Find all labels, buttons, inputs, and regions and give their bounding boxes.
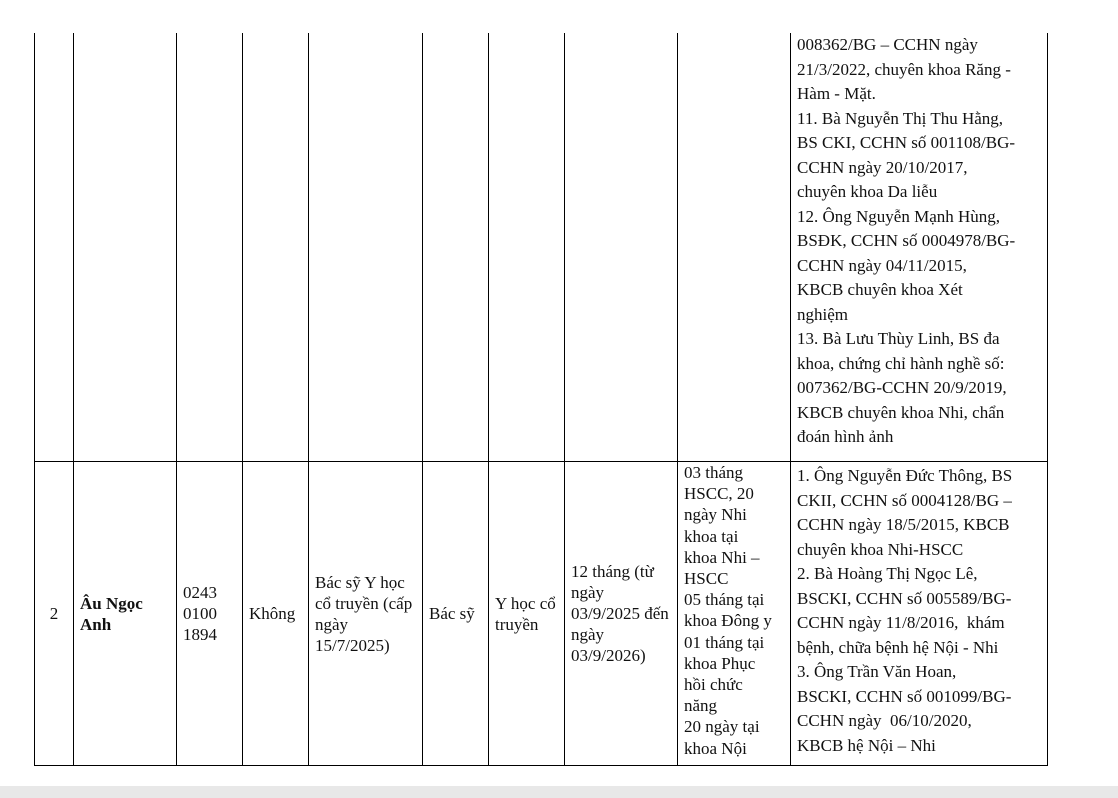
- phone-line: 0243: [183, 583, 217, 602]
- staff-line: KBCB hệ Nội – Nhi: [797, 735, 936, 755]
- training-line: HSCC, 20: [684, 484, 754, 504]
- staff-line: khoa, chứng chỉ hành nghề số:: [797, 353, 1005, 373]
- stt-cell: 2: [35, 462, 74, 766]
- table-row: [35, 462, 1048, 766]
- staff-line: 13. Bà Lưu Thùy Linh, BS đa: [797, 329, 1000, 348]
- staff-line: BS CKI, CCHN số 001108/BG-: [797, 133, 1016, 152]
- staff-line: 3. Ông Trần Văn Hoan,: [797, 662, 957, 681]
- training-line: 05 tháng tại: [684, 590, 765, 610]
- staff-line: CCHN ngày 04/11/2015,: [797, 255, 967, 275]
- staff-line: 2. Bà Hoàng Thị Ngọc Lê,: [797, 564, 978, 583]
- staff-line: CCHN ngày 18/5/2015, KBCB: [797, 515, 1010, 534]
- staff-line: 11. Bà Nguyễn Thị Thu Hằng,: [797, 108, 1004, 128]
- registration-table: [34, 33, 1048, 766]
- training-line: khoa Nhi –: [684, 547, 760, 567]
- training-line: 01 tháng tại: [684, 632, 765, 652]
- degree-cell: [309, 33, 423, 462]
- staff-line: Hàm - Mặt.: [797, 84, 876, 103]
- staff-line: đoán hình ảnh: [797, 427, 894, 446]
- staff-line: 21/3/2022, chuyên khoa Răng -: [797, 59, 1011, 79]
- table-row-continued: [35, 33, 1048, 462]
- training-line: 03 tháng: [684, 463, 744, 482]
- degree-cell: Bác sỹ Y học cổ truyền (cấp ngày 15/7/2025): [309, 462, 423, 766]
- training-line: khoa Phục: [684, 653, 756, 673]
- staff-line: chuyên khoa Nhi-HSCC: [797, 539, 964, 559]
- name-cell: Âu Ngọc Anh: [74, 462, 177, 766]
- duration-cell: 12 tháng (từ ngày 03/9/2025 đến ngày 03/9/2026): [565, 462, 678, 766]
- training-cell: [678, 462, 791, 766]
- phone-line: 1894: [183, 625, 217, 644]
- phone-line: 0100: [183, 604, 217, 623]
- specialty-cell: [489, 33, 565, 462]
- status-cell: [243, 33, 309, 462]
- staff-line: 1. Ông Nguyễn Đức Thông, BS: [797, 466, 1013, 485]
- name-cell: [74, 33, 177, 462]
- specialty-cell: Y học cổ truyền: [489, 462, 565, 766]
- staff-line: 12. Ông Nguyễn Mạnh Hùng,: [797, 206, 1001, 226]
- staff-line: CKII, CCHN số 0004128/BG –: [797, 490, 1012, 510]
- supervising-staff-cell: [791, 462, 1048, 766]
- staff-line: 007362/BG-CCHN 20/9/2019,: [797, 378, 1007, 397]
- page-gap: [0, 786, 1118, 798]
- staff-line: CCHN ngày 11/8/2016, khám: [797, 613, 1005, 632]
- training-line: HSCC: [684, 569, 729, 589]
- training-line: năng: [684, 696, 718, 716]
- duration-cell: [565, 33, 678, 462]
- staff-line: BSĐK, CCHN số 0004978/BG-: [797, 231, 1016, 250]
- training-line: khoa Nội: [684, 738, 747, 758]
- staff-line: BSCKI, CCHN số 005589/BG-: [797, 588, 1012, 608]
- staff-line: chuyên khoa Da liễu: [797, 182, 938, 201]
- position-cell: [423, 33, 489, 462]
- stt-cell: [35, 33, 74, 462]
- training-line: khoa tại: [684, 526, 739, 546]
- training-line: 20 ngày tại: [684, 717, 760, 737]
- staff-line: CCHN ngày 20/10/2017,: [797, 157, 968, 177]
- staff-line: bệnh, chữa bệnh hệ Nội - Nhi: [797, 637, 999, 657]
- position-cell: Bác sỹ: [423, 462, 489, 766]
- staff-line: KBCB chuyên khoa Nhi, chẩn: [797, 402, 1005, 422]
- staff-line: nghiệm: [797, 304, 848, 324]
- supervising-staff-cell: [791, 33, 1048, 462]
- phone-cell: [177, 33, 243, 462]
- training-line: khoa Đông y: [684, 611, 772, 631]
- staff-line: BSCKI, CCHN số 001099/BG-: [797, 686, 1012, 706]
- staff-line: 008362/BG – CCHN ngày: [797, 35, 978, 54]
- staff-line: CCHN ngày 06/10/2020,: [797, 711, 972, 730]
- training-line: hồi chức: [684, 675, 743, 695]
- status-cell: Không: [243, 462, 309, 766]
- training-cell: [678, 33, 791, 462]
- phone-cell: [177, 462, 243, 766]
- training-line: ngày Nhi: [684, 505, 747, 525]
- staff-line: KBCB chuyên khoa Xét: [797, 280, 963, 299]
